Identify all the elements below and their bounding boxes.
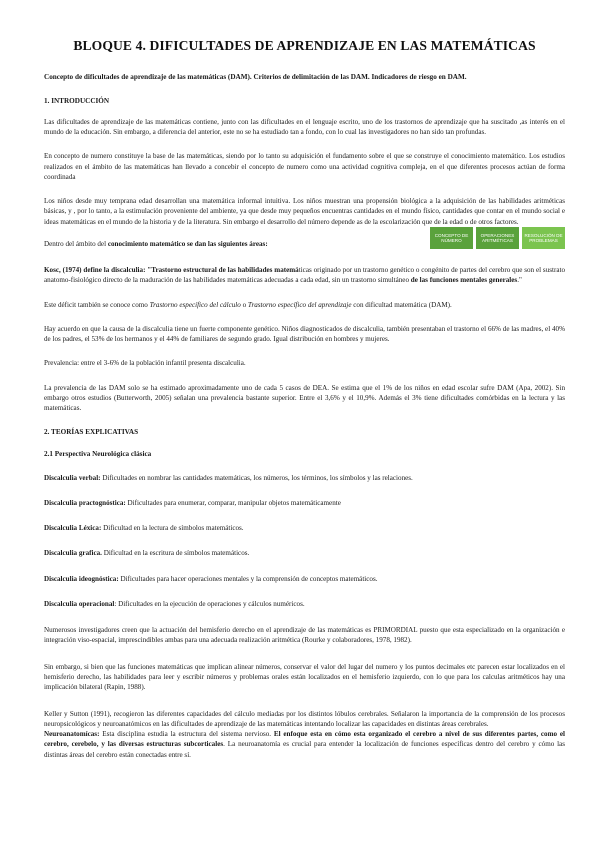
definition-term: Discalculia verbal: (44, 473, 101, 482)
paragraph-hemisferio-derecho: Numerosos investigadores creen que la actuación del hemisferio derecho en el aprendizaje de las matemáticas es PRIMORDIAL puesto que esta especializado en la organización e integración viso-espacial, imprescindibles ambas para una adecuada realización aritmética (Rourke y colaboradores, 1978, 1982). (44, 626, 565, 645)
kosc-quote-end: de las funciones mentales generales (410, 276, 518, 285)
paragraph-hemisferios: Sin embargo, si bien que las funciones matemáticas que implican alinear números, conservar el valor del lugar del numero y los puntos decimales etc parecen estar localizados en el hemisferio derecho, las habilidades para leer y escribir números y problemas orales están localizados en el hemisferio izquierdo, con lo que para los calculas aritméticos hay una implicación bilateral (Rapin, 1988). (44, 662, 565, 692)
area-box-resolucion-problemas: RESOLUCIÓN DE PROBLEMAS (522, 227, 565, 249)
deficit-term-2: Trastorno específico del aprendizaje (247, 300, 352, 309)
kosc-quote-start: "Trastorno estructural de las habilidades matemá (147, 265, 299, 274)
areas-prefix: Dentro del ámbito del (44, 239, 108, 248)
paragraph-intro-3: Los niños desde muy temprana edad desarrollan una matemática informal intuitiva. Los niños muestran una propensión biológica a la adquisición de las habilidades aritméticas básicas, y , por lo tanto, a la estimulación proveniente del ambiente, ya que desde muy pequeños encuentras cantidades en el mundo físico, cantidades que contar en el mundo social e ideas matemáticas en el mundo de la historia y de la literatura. Sin embargo el desarrollo del número depende as de la escolarización que de la edad o de otros factores. (44, 197, 565, 226)
neuro-bold-text: El enfoque esta en cómo esta organizado el cerebro a nivel de sus diferentes partes, como el cerebro, cerebelo, y las diversas estructuras subcorticales (44, 730, 565, 749)
neuro-term: Neuroanatomícas: (44, 730, 100, 739)
deficit-text-2: o (240, 300, 248, 309)
definition-discalculia-lexica (44, 523, 565, 533)
paragraph-areas (44, 239, 268, 249)
definition-discalculia-verbal (44, 473, 565, 483)
paragraph-prevalence: Prevalencia: entre el 3-6% de la población infantil presenta discalculia. (44, 359, 246, 368)
definition-text: Dificultades en nombrar las cantidades matemáticas, los números, los términos, los símbolos y las relaciones. (100, 473, 413, 482)
kosc-quote-close: ." (517, 276, 522, 285)
kosc-quote-text: ticas originado por un trastorno genético o congénito de partes del cerebro que son el sustrato anatomo-fisiológico directo de la maduración de las habilidades matemáticas adecuadas a cada edad, sin un trastorno simultáneo (44, 265, 565, 285)
paragraph-neuroanatomicas (44, 729, 565, 760)
section-heading-introduccion: 1. INTRODUCCIÓN (44, 96, 110, 105)
definition-term: Discalculia practognóstica: (44, 498, 126, 507)
deficit-text-3: con dificultad matemática (DAM). (351, 300, 452, 309)
definition-discalculia-ideognostica (44, 574, 565, 584)
areas-row (44, 232, 565, 253)
definition-term: Discalculia grafica. (44, 549, 102, 558)
areas-diagram (430, 227, 565, 249)
definition-term: Discalculia Léxica: (44, 524, 102, 533)
area-box-concepto-numero: CONCEPTO DE NÚMERO (430, 227, 473, 249)
definition-text: Dificultades para hacer operaciones mentales y la comprensión de conceptos matemáticos. (118, 574, 378, 583)
definition-text: Dificultades para enumerar, comparar, manipular objetos matemáticamente (125, 498, 341, 507)
definition-text: Dificultad en la escritura de símbolos matemáticos. (101, 549, 250, 558)
areas-bold: conocimiento matemático se dan las siguientes áreas: (107, 239, 268, 248)
definition-text: Dificultad en la lectura de símbolos matemáticos. (101, 524, 244, 533)
definition-term: Discalculia ideognóstica: (44, 574, 119, 583)
deficit-text-1: Este déficit también se conoce como (44, 300, 150, 309)
page-title: BLOQUE 4. DIFICULTADES DE APRENDIZAJE EN LAS MATEMÁTICAS (73, 38, 536, 53)
definition-discalculia-grafica (44, 548, 565, 558)
paragraph-intro-2: En concepto de numero constituye la base de las matemáticas, siendo por lo tanto su adquisición el fundamento sobre el que se construye el conocimiento matemático. Los estudios realizados en el ámbito de las matemáticas han llevado a concebir el concepto de numero como una actividad cognitiva compleja, en el que diferentes procesos actúan de forma coordinada (44, 152, 565, 181)
subsection-heading-neurologica: 2.1 Perspectiva Neurológica clásica (44, 449, 152, 458)
definition-term: Discalculia operacional (44, 599, 115, 608)
kosc-author: Kosc, (1974) define la discalculia: (44, 265, 148, 274)
paragraph-prevalence-dam: La prevalencia de las DAM solo se ha estimado aproximadamente uno de cada 5 casos de DEA. Se estima que el 1% de los niños en edad escolar sufre DAM (Apa, 2002). Sin embargo otros estudios (Butterworth, 2005) señalan una prevalencia bastante superior. Entre el 3,6% y el 10,9%. Además el 3% tiene dificultades comórbidas en la lectura y las matemáticas. (44, 383, 565, 413)
area-box-operaciones: OPERACIONES ARITMÉTICAS (476, 227, 519, 249)
paragraph-genetics: Hay acuerdo en que la causa de la discalculia tiene un fuerte componente genético. Niños diagnosticados de discalculia, también presentaban el trastorno el 66% de las madres, el 40% de los padres, el 53% de los hermanos y el 44% de familiares de segundo grado. Igual distribución en hombres y mujeres. (44, 324, 565, 344)
subtitle: Concepto de dificultades de aprendizaje de las matemáticas (DAM). Criterios de delimitación de las DAM. Indicadores de riesgo en DAM. (44, 73, 467, 81)
deficit-term-1: Trastorno específico del cálculo (149, 300, 241, 309)
neuro-text-2: . La neuroanatomía es crucial para entender la localización de funciones específicas dentro del cerebro y cómo las distintas áreas del cerebro están conectadas entre sí. (44, 740, 565, 759)
paragraph-deficit (44, 300, 565, 310)
definition-discalculia-operacional (44, 599, 565, 609)
paragraph-keller-sutton: Keller y Sutton (1991), recogieron las diferentes capacidades del cálculo mediadas por los distintos lóbulos cerebrales. Señalaron la importancia de la comprensión de los procesos neuropsicológicos y neuroanatómicos en las dificultades de aprendizaje de las matemáticas intentando localizar las capacidades en distintas áreas cerebrales. (44, 709, 565, 728)
paragraph-kosc-definition (44, 265, 565, 286)
section-heading-teorias: 2. TEORÍAS EXPLICATIVAS (44, 427, 139, 436)
neuro-text-1: Esta disciplina estudia la estructura del sistema nervioso. (99, 730, 274, 739)
definition-discalculia-practognostica (44, 498, 565, 508)
definition-text: : Dificultades en la ejecución de operaciones y cálculos numéricos. (114, 599, 305, 608)
paragraph-intro-1: Las dificultades de aprendizaje de las matemáticas contiene, junto con las dificultades en el lenguaje escrito, uno de los trastornos de aprendizaje que ha suscitado ,as interés en el mundo de la educación. Sin embargo, a diferencia del anterior, este no se ha estudiado tan a fondo, con lo cual las investigadores no han sido tan profundas. (44, 117, 565, 136)
